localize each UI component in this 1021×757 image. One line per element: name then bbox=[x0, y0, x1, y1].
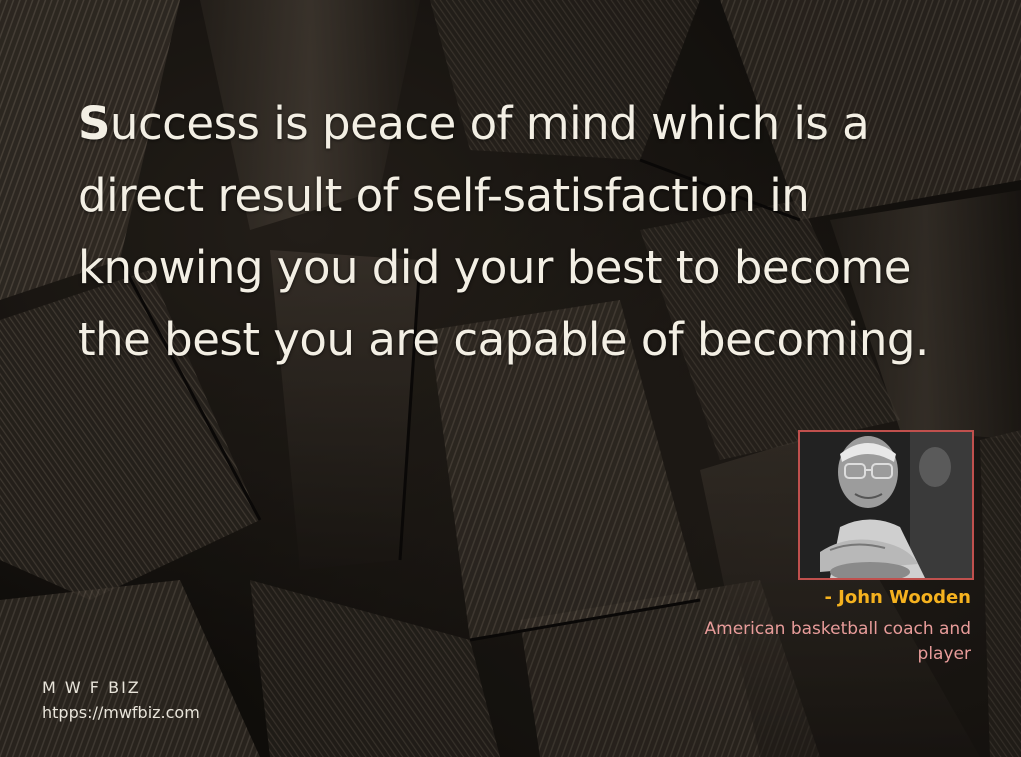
author-description: American basketball coach and player bbox=[704, 619, 971, 664]
author-portrait bbox=[798, 430, 974, 580]
quote-first-letter: S bbox=[78, 97, 110, 150]
portrait-photo bbox=[800, 432, 972, 578]
quote-body: uccess is peace of mind which is a direct result of self-satisfaction in knowing you did your best to become the best you are capable of becoming. bbox=[78, 97, 929, 366]
quote-text bbox=[78, 88, 958, 376]
brand-url: htpps://mwfbiz.com bbox=[42, 703, 200, 722]
author-name: - John Wooden bbox=[824, 587, 971, 608]
brand-block bbox=[42, 675, 200, 725]
brand-name: M W F BIZ bbox=[42, 678, 141, 697]
